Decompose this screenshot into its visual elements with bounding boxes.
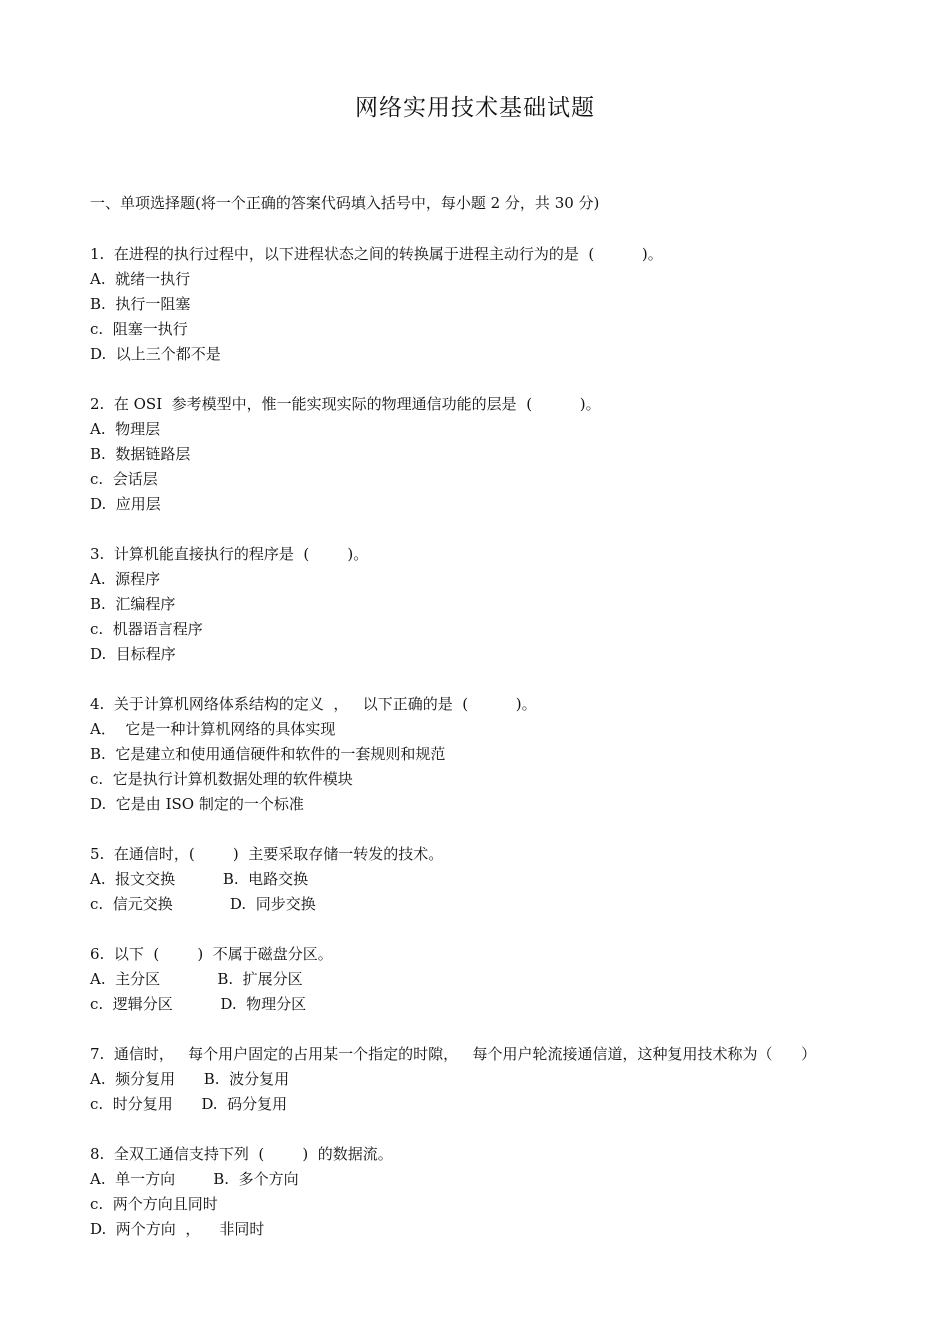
option: B. 数据链路层 <box>90 445 191 463</box>
option: B. 执行一阻塞 <box>90 295 191 313</box>
option-row: c. 逻辑分区 D. 物理分区 <box>90 995 307 1013</box>
question-5 <box>90 842 890 917</box>
option: A. 就绪一执行 <box>90 270 191 288</box>
page-title: 网络实用技术基础试题 <box>355 95 595 121</box>
question-stem: 2. 在 OSI 参考模型中，惟一能实现实际的物理通信功能的层是 ( )。 <box>90 395 601 413</box>
option: D. 以上三个都不是 <box>90 345 221 363</box>
question-stem: 7. 通信时， 每个用户固定的占用某一个指定的时隙， 每个用户轮流接通信道，这种复用技术称为（ ） <box>90 1045 817 1063</box>
option: B. 它是建立和使用通信硬件和软件的一套规则和规范 <box>90 745 446 763</box>
option: c. 它是执行计算机数据处理的软件模块 <box>90 770 353 788</box>
question-stem: 3. 计算机能直接执行的程序是 ( )。 <box>90 545 369 563</box>
option: D. 应用层 <box>90 495 161 513</box>
option: c. 会话层 <box>90 470 158 488</box>
question-3 <box>90 542 890 667</box>
question-6 <box>90 942 890 1017</box>
question-8 <box>90 1142 890 1242</box>
option-row: A. 单一方向 B. 多个方向 <box>90 1170 299 1188</box>
question-stem: 1. 在进程的执行过程中，以下进程状态之间的转换属于进程主动行为的是 ( )。 <box>90 245 663 263</box>
option: A. 源程序 <box>90 570 161 588</box>
option: D. 它是由 ISO 制定的一个标准 <box>90 795 304 813</box>
question-stem: 4. 关于计算机网络体系结构的定义 ， 以下正确的是 ( )。 <box>90 695 537 713</box>
option-row: c. 信元交换 D. 同步交换 <box>90 895 316 913</box>
option: c. 机器语言程序 <box>90 620 203 638</box>
section-heading: 一、单项选择题(将一个正确的答案代码填入括号中，每小题 2 分，共 30 分) <box>90 194 600 212</box>
question-1 <box>90 242 890 367</box>
question-stem: 8. 全双工通信支持下列 ( ) 的数据流。 <box>90 1145 393 1163</box>
option: c. 两个方向且同时 <box>90 1195 218 1213</box>
question-4 <box>90 692 890 817</box>
question-stem: 5. 在通信时，( ) 主要采取存储一转发的技术。 <box>90 845 444 863</box>
option: B. 汇编程序 <box>90 595 176 613</box>
option-row: A. 报文交换 B. 电路交换 <box>90 870 309 888</box>
option: A． 它是一种计算机网络的具体实现 <box>90 720 336 738</box>
question-7 <box>90 1042 890 1117</box>
question-list <box>90 242 890 1267</box>
option: c. 阻塞一执行 <box>90 320 188 338</box>
question-2 <box>90 392 890 517</box>
option: A. 物理层 <box>90 420 161 438</box>
option-row: c. 时分复用 D. 码分复用 <box>90 1095 288 1113</box>
option: D. 两个方向 ， 非同时 <box>90 1220 265 1238</box>
option: D. 目标程序 <box>90 645 176 663</box>
option-row: A. 频分复用 B. 波分复用 <box>90 1070 290 1088</box>
question-stem: 6. 以下 ( ) 不属于磁盘分区。 <box>90 945 333 963</box>
option-row: A. 主分区 B. 扩展分区 <box>90 970 303 988</box>
